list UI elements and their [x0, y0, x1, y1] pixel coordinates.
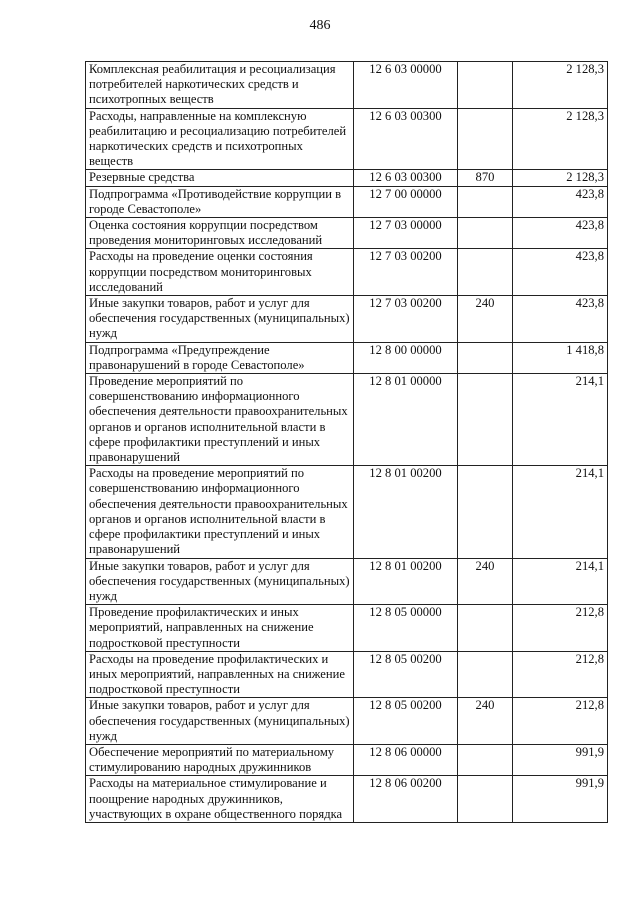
- row-name-cell: Резервные средства: [86, 170, 354, 186]
- row-sum-cell: 212,8: [513, 698, 608, 745]
- row-expense-type-cell: [458, 744, 513, 775]
- row-code-cell: 12 8 06 00000: [354, 744, 458, 775]
- row-expense-type-cell: [458, 342, 513, 373]
- row-name-cell: Подпрограмма «Предупреждение правонарушений в городе Севастополе»: [86, 342, 354, 373]
- row-expense-type-cell: [458, 605, 513, 652]
- table-row: [86, 776, 608, 823]
- table-row: [86, 170, 608, 186]
- row-expense-type-cell: [458, 62, 513, 109]
- row-name-cell: Расходы, направленные на комплексную реабилитацию и ресоциализацию потребителей наркотических средств и психотропных веществ: [86, 108, 354, 170]
- table-row: [86, 605, 608, 652]
- row-name-cell: Проведение мероприятий по совершенствованию информационного обеспечения деятельности правоохранительных органов и органов исполнительной власти в сфере профилактики преступлений и иных правонарушений: [86, 374, 354, 466]
- table-row: [86, 466, 608, 558]
- row-code-cell: 12 6 03 00300: [354, 170, 458, 186]
- row-code-cell: 12 8 05 00000: [354, 605, 458, 652]
- table-row: [86, 108, 608, 170]
- table-row: [86, 249, 608, 296]
- budget-table-body: [86, 62, 608, 823]
- table-row: [86, 374, 608, 466]
- row-code-cell: 12 6 03 00300: [354, 108, 458, 170]
- table-row: [86, 296, 608, 343]
- row-expense-type-cell: [458, 249, 513, 296]
- row-code-cell: 12 8 06 00200: [354, 776, 458, 823]
- table-row: [86, 651, 608, 698]
- table-row: [86, 218, 608, 249]
- table-row: [86, 342, 608, 373]
- row-code-cell: 12 8 05 00200: [354, 651, 458, 698]
- table-row: [86, 744, 608, 775]
- table-row: [86, 698, 608, 745]
- row-code-cell: 12 8 01 00200: [354, 558, 458, 605]
- row-name-cell: Проведение профилактических и иных мероприятий, направленных на снижение подростковой преступности: [86, 605, 354, 652]
- row-code-cell: 12 6 03 00000: [354, 62, 458, 109]
- row-name-cell: Иные закупки товаров, работ и услуг для обеспечения государственных (муниципальных) нужд: [86, 698, 354, 745]
- row-expense-type-cell: 240: [458, 558, 513, 605]
- table-row: [86, 558, 608, 605]
- row-expense-type-cell: 870: [458, 170, 513, 186]
- row-expense-type-cell: 240: [458, 698, 513, 745]
- row-sum-cell: 2 128,3: [513, 170, 608, 186]
- row-expense-type-cell: [458, 108, 513, 170]
- row-sum-cell: 991,9: [513, 744, 608, 775]
- row-name-cell: Иные закупки товаров, работ и услуг для обеспечения государственных (муниципальных) нужд: [86, 296, 354, 343]
- row-sum-cell: 423,8: [513, 218, 608, 249]
- row-sum-cell: 212,8: [513, 605, 608, 652]
- row-code-cell: 12 7 03 00200: [354, 249, 458, 296]
- row-name-cell: Комплексная реабилитация и ресоциализация потребителей наркотических средств и психотропных веществ: [86, 62, 354, 109]
- row-expense-type-cell: [458, 186, 513, 217]
- row-name-cell: Расходы на материальное стимулирование и поощрение народных дружинников, участвующих в охране общественного порядка: [86, 776, 354, 823]
- row-name-cell: Оценка состояния коррупции посредством проведения мониторинговых исследований: [86, 218, 354, 249]
- row-sum-cell: 2 128,3: [513, 108, 608, 170]
- row-sum-cell: 2 128,3: [513, 62, 608, 109]
- row-expense-type-cell: [458, 651, 513, 698]
- row-sum-cell: 991,9: [513, 776, 608, 823]
- row-sum-cell: 214,1: [513, 374, 608, 466]
- table-row: [86, 62, 608, 109]
- row-name-cell: Подпрограмма «Противодействие коррупции в городе Севастополе»: [86, 186, 354, 217]
- table-row: [86, 186, 608, 217]
- page-number: 486: [309, 18, 331, 33]
- row-code-cell: 12 7 03 00200: [354, 296, 458, 343]
- row-sum-cell: 423,8: [513, 249, 608, 296]
- row-expense-type-cell: [458, 466, 513, 558]
- row-code-cell: 12 8 05 00200: [354, 698, 458, 745]
- row-code-cell: 12 8 01 00000: [354, 374, 458, 466]
- row-code-cell: 12 8 01 00200: [354, 466, 458, 558]
- row-name-cell: Расходы на проведение профилактических и иных мероприятий, направленных на снижение подростковой преступности: [86, 651, 354, 698]
- row-sum-cell: 214,1: [513, 466, 608, 558]
- row-sum-cell: 214,1: [513, 558, 608, 605]
- row-expense-type-cell: [458, 374, 513, 466]
- row-sum-cell: 423,8: [513, 296, 608, 343]
- row-code-cell: 12 8 00 00000: [354, 342, 458, 373]
- row-code-cell: 12 7 00 00000: [354, 186, 458, 217]
- row-expense-type-cell: 240: [458, 296, 513, 343]
- row-name-cell: Расходы на проведение мероприятий по совершенствованию информационного обеспечения деятельности правоохранительных органов и органов исполнительной власти в сфере профилактики преступлений и иных правонарушений: [86, 466, 354, 558]
- row-sum-cell: 1 418,8: [513, 342, 608, 373]
- budget-table: [85, 61, 608, 823]
- row-name-cell: Расходы на проведение оценки состояния коррупции посредством мониторинговых исследований: [86, 249, 354, 296]
- row-code-cell: 12 7 03 00000: [354, 218, 458, 249]
- row-expense-type-cell: [458, 218, 513, 249]
- row-expense-type-cell: [458, 776, 513, 823]
- row-name-cell: Обеспечение мероприятий по материальному стимулированию народных дружинников: [86, 744, 354, 775]
- row-sum-cell: 212,8: [513, 651, 608, 698]
- row-name-cell: Иные закупки товаров, работ и услуг для обеспечения государственных (муниципальных) нужд: [86, 558, 354, 605]
- row-sum-cell: 423,8: [513, 186, 608, 217]
